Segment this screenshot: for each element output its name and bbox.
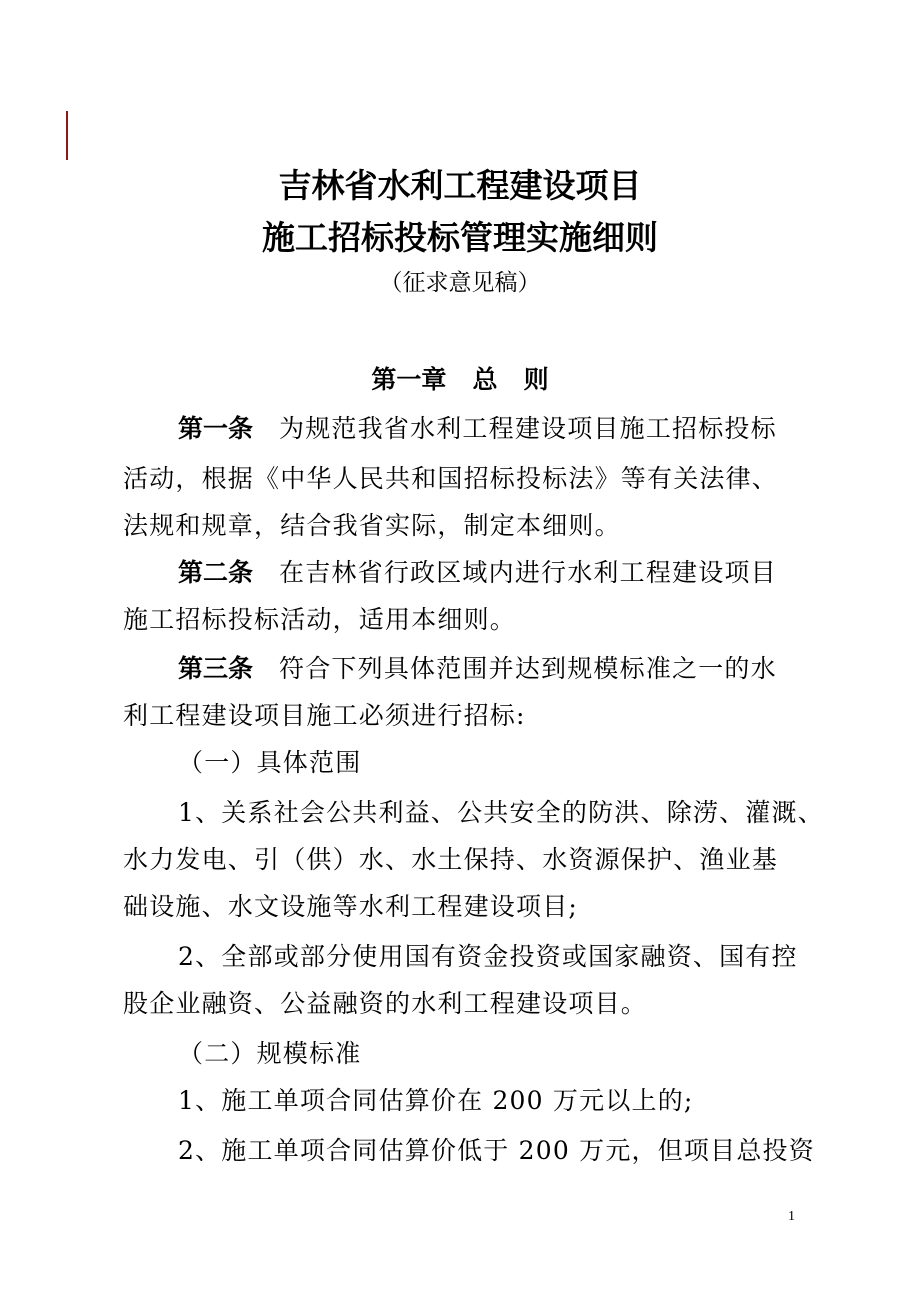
article-2-line-1 [178, 555, 803, 591]
article-3-line-1 [178, 651, 803, 687]
article-1-line-3: 法规和规章，结合我省实际，制定本细则。 [123, 511, 621, 540]
section-1-item-2-line-1: 2、全部或部分使用国有资金投资或国家融资、国有控 [178, 942, 798, 971]
document-subtitle: （征求意见稿） [379, 270, 541, 296]
section-1-item-1-line-1: 1、关系社会公共利益、公共安全的防洪、除涝、灌溉、 [178, 798, 824, 827]
article-3-text: 符合下列具体范围并达到规模标准之一的水 [279, 654, 777, 683]
article-3-line-2: 利工程建设项目施工必须进行招标: [123, 701, 526, 730]
section-1-item-1-line-3: 础设施、水文设施等水利工程建设项目; [123, 892, 579, 921]
section-1-heading: （一）具体范围 [178, 748, 362, 777]
section-1-item-1-line-2: 水力发电、引（供）水、水土保持、水资源保护、渔业基 [123, 845, 779, 874]
article-2-line-2: 施工招标投标活动，适用本细则。 [123, 605, 517, 634]
page-number: 1 [788, 1209, 795, 1224]
margin-mark [66, 111, 68, 160]
article-3-heading: 第三条 [178, 654, 254, 683]
section-2-item-1-line-1: 1、施工单项合同估算价在 200 万元以上的; [178, 1086, 694, 1115]
article-2-heading: 第二条 [178, 558, 254, 587]
section-1-item-2-line-2: 股企业融资、公益融资的水利工程建设项目。 [123, 989, 648, 1018]
section-2-item-2-line-1: 2、施工单项合同估算价低于 200 万元，但项目总投资 [178, 1136, 815, 1165]
chapter-heading: 第一章 总 则 [371, 365, 549, 394]
section-2-heading: （二）规模标准 [178, 1039, 362, 1068]
article-2-text: 在吉林省行政区域内进行水利工程建设项目 [279, 558, 777, 587]
article-1-heading: 第一条 [178, 414, 254, 443]
article-1-text: 为规范我省水利工程建设项目施工招标投标 [279, 414, 777, 443]
article-1-line-2: 活动，根据《中华人民共和国招标投标法》等有关法律、 [123, 464, 779, 493]
document-title-line-2: 施工招标投标管理实施细则 [262, 218, 658, 257]
article-1-line-1 [178, 411, 803, 447]
document-title-line-1: 吉林省水利工程建设项目 [278, 166, 642, 205]
